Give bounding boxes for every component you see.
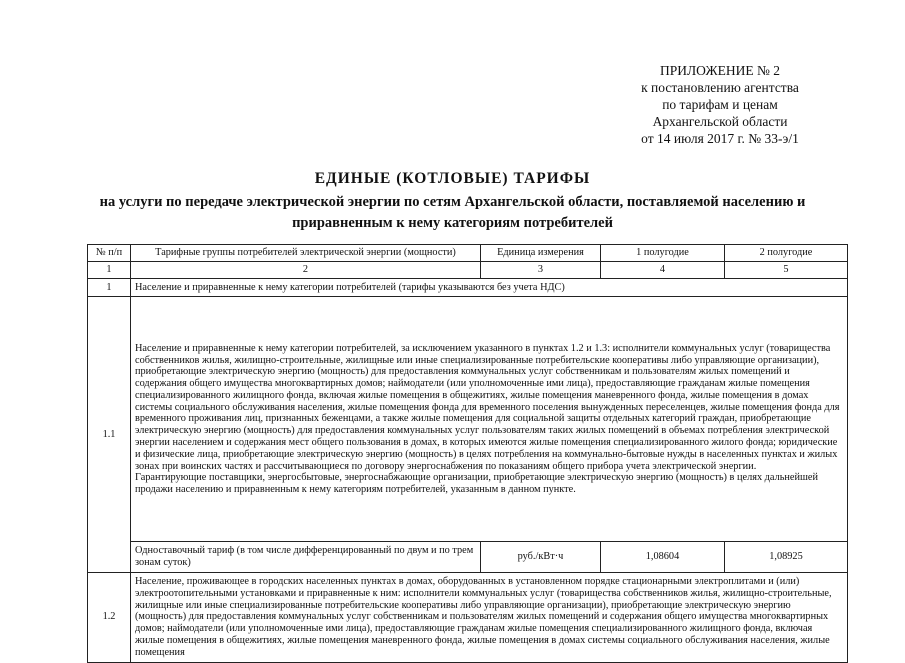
header-group: Тарифные группы потребителей электрической энергии (мощности) [131, 245, 481, 262]
appendix-line: по тарифам и ценам [662, 97, 778, 112]
tariff-table [87, 244, 848, 663]
row-num: 1.2 [88, 572, 131, 662]
column-number: 2 [131, 261, 481, 278]
table-header-row [88, 245, 848, 262]
header-num: № п/п [88, 245, 131, 262]
row-description: Население, проживающее в городских населенных пунктах в домах, оборудованных в установленном порядке стационарными электроплитами и (или) электроотопительными установками и приравненные к ним: исполнители коммунальных услуг (товарищества собственников жилья, жилищно-строительные, жилищные или иные специализированные потребительские кооперативы либо управляющие организации), приобретающие электрическую энергию (мощность) для предоставления коммунальных услуг собственникам и пользователям жилых помещений и содержания общего имущества многоквартирных домов; наймодатели (или уполномоченные ими лица), предоставляющие гражданам жилые помещения специализированного жилищного фонда, включая жилые помещения в общежитиях, жилые помещения маневренного фонда, жилые помещения в домах системы социального обслуживания населения, жилые помещения [131, 572, 848, 662]
title-subtitle: на услуги по передаче электрической энергии по сетям Архангельской области, поставляемой населению и приравненным к нему категориям потребителей [99, 194, 806, 231]
appendix-line: ПРИЛОЖЕНИЕ № 2 [659, 63, 781, 78]
column-number-row [88, 261, 848, 278]
header-unit: Единица измерения [481, 245, 601, 262]
row-description-text: Население и приравненные к нему категории потребителей, за исключением указанного в пунктах 1.2 и 1.3: исполнители коммунальных услуг (товарищества собственников жилья, жилищно-строительные, жилищные или иные специализированные потребительские кооперативы либо управляющие организации), приобретающие электрическую энергию (мощность) для предоставления коммунальных услуг собственникам и пользователям жилых помещений и содержания общего имущества многоквартирных домов; наймодатели (или уполномоченные ими лица), предоставляющие гражданам жилые помещения специализированного жилищного фонда, включая жилые помещения в общежитиях, жилые помещения маневренного фонда, жилые помещения в домах системы социального обслуживания населения, жилые помещения фонда для временного поселения вынужденных переселенцев, жилые помещения фонда для временного проживания лиц, признанных беженцами, а также жилые помещения для социальной защиты отдельных категорий граждан, приобретающие электрическую энергию (мощность) для предоставления коммунальных услуг пользователям таких жилых помещений в объемах потребления электрической энергии населением и содержания мест общего пользования в домах, в которых имеются жилые помещения специализированного жилого фонда; юридические и физические лица, приобретающие электрическую энергию (мощность) в целях потребления на коммунально-бытовые нужды в населенных пунктах и жилых зонах при воинских частях и рассчитывающиеся по договору энергоснабжения по показаниям общего прибора учета электрической энергии. [135, 342, 840, 472]
section-row [88, 278, 848, 297]
header-h1: 1 полугодие [601, 245, 725, 262]
column-number: 5 [725, 261, 848, 278]
column-number: 1 [88, 261, 131, 278]
table-row-1-1 [88, 297, 848, 542]
row-description-text: Гарантирующие поставщики, энергосбытовые, энергоснабжающие организации, приобретающие электрическую энергию (мощность) в целях дальнейшей продажи населению и приравненным к нему категориям потребителей, указанным в данном пункте. [135, 472, 819, 496]
appendix-line: Архангельской области [652, 114, 788, 129]
header-h2: 2 полугодие [725, 245, 848, 262]
tariff-h2-value: 1,08925 [725, 542, 848, 573]
tariff-row [88, 542, 848, 573]
section-num: 1 [88, 278, 131, 297]
tariff-h1-value: 1,08604 [601, 542, 725, 573]
appendix-line: от 14 июля 2017 г. № 33-э/1 [641, 131, 799, 146]
appendix-line: к постановлению агентства [641, 80, 799, 95]
tariff-unit: руб./кВт·ч [481, 542, 601, 573]
column-number: 3 [481, 261, 601, 278]
section-text: Население и приравненные к нему категории потребителей (тарифы указываются без учета НДС) [131, 278, 848, 297]
title-main: ЕДИНЫЕ (КОТЛОВЫЕ) ТАРИФЫ [314, 170, 591, 187]
row-num: 1.1 [88, 297, 131, 573]
tariff-label: Одноставочный тариф (в том числе дифференцированный по двум и по трем зонам суток) [131, 542, 481, 573]
appendix-block [600, 62, 840, 147]
row-description [131, 297, 848, 542]
table-row-1-2 [88, 572, 848, 662]
column-number: 4 [601, 261, 725, 278]
document-title [0, 168, 905, 234]
